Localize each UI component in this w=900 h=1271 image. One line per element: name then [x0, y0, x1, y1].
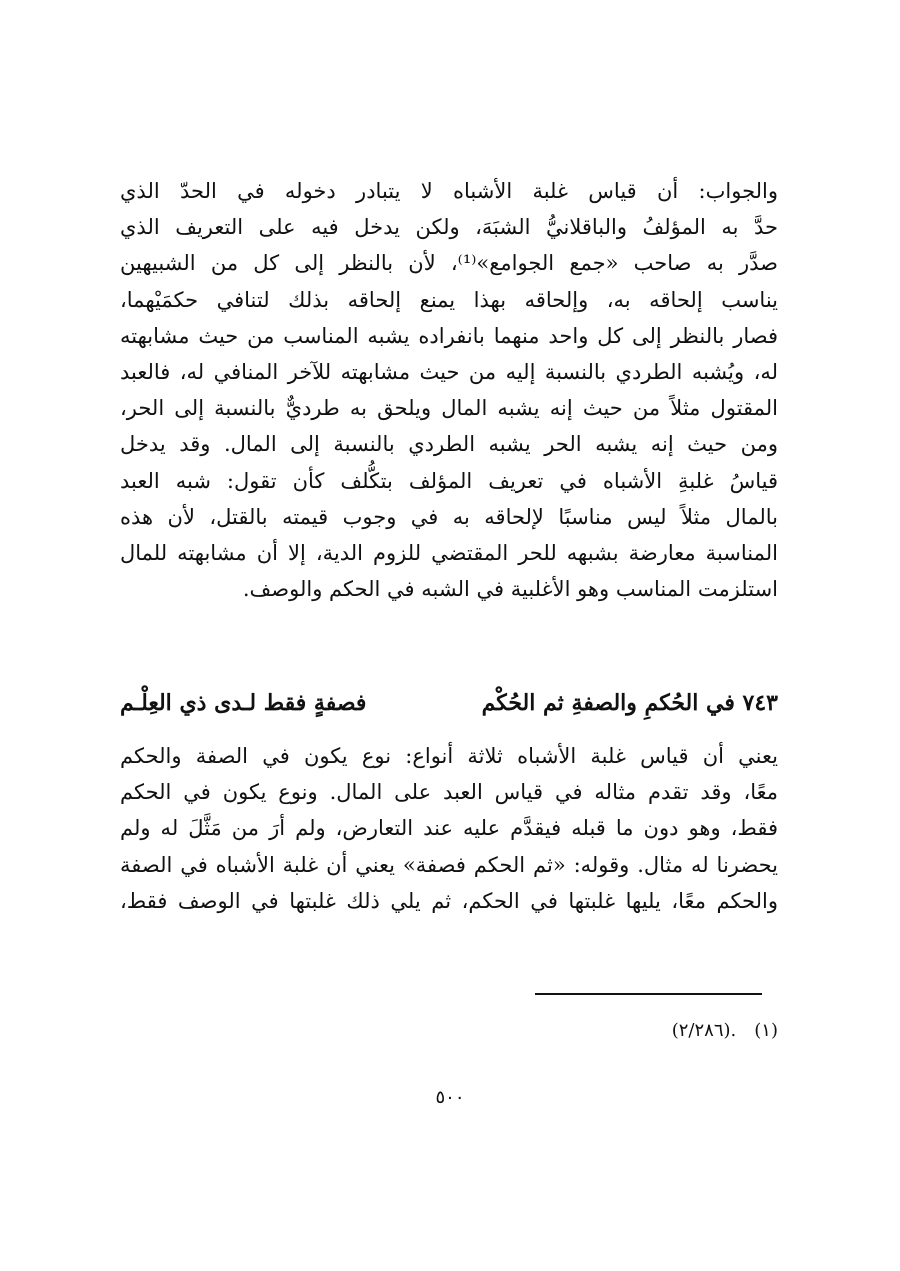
text-line: حدَّ به المؤلفُ والباقلانيُّ الشبَهَ، ولكن يدخل فيه على التعريف الذي [120, 215, 778, 240]
text-line: يحضرنا له مثال. وقوله: «ثم الحكم فصفة» يعني أن غلبة الأشباه في الصفة [120, 852, 778, 877]
text-line: والجواب: أن قياس غلبة الأشباه لا يتبادر دخوله في الحدّ الذي [120, 179, 778, 203]
text-line: فصار بالنظر إلى كل واحد منهما بانفراده يشبه المناسب من حيث مشابهته [120, 323, 778, 348]
footnote-text: (٢/٢٨٦). [671, 1020, 737, 1041]
text-line: قياسُ غلبةِ الأشباه في تعريف المؤلف بتكُّلف كأن تقول: شبه العبد [120, 468, 778, 493]
paragraph-commentary [120, 173, 778, 607]
text-line: والحكم معًا، يليها غلبتها في الحكم، ثم يلي ذلك غلبتها في الوصف فقط، [120, 888, 778, 913]
verse-second-hemistich: فصفةٍ فقط لـدى ذي العِلْـم [120, 690, 367, 716]
text-line: له، ويُشبه الطردي بالنسبة إليه من حيث مشابهته للآخر المنافي له، فالعبد [120, 359, 778, 384]
text-line: استلزمت المناسب وهو الأغلبية في الشبه في الحكم والوصف. [242, 577, 778, 602]
text-line: المناسبة معارضة بشبهه للحر المقتضي للزوم الدية، إلا أن مشابهته للمال [120, 540, 778, 565]
paragraph-explanation [120, 738, 778, 919]
text-line: المقتول مثلاً من حيث إنه يشبه المال ويلحق به طرديٌّ بالنسبة إلى الحر، [120, 396, 778, 421]
text-line: بالمال مثلاً ليس مناسبًا لإلحاقه به في وجوب قيمته بالقتل، لأن هذه [120, 504, 778, 529]
footnote [672, 1020, 778, 1041]
text-line: يناسب إلحاقه به، وإلحاقه بهذا يمنع إلحاقه بذلك لتنافي حكمَيْهما، [120, 287, 778, 312]
footnote-divider [535, 993, 762, 995]
text-line: يعني أن قياس غلبة الأشباه ثلاثة أنواع: نوع يكون في الصفة والحكم [120, 744, 778, 768]
text-line: فقط، وهو دون ما قبله فيقدَّم عليه عند التعارض، ولم أرَ من مَثَّلَ له ولم [120, 816, 778, 841]
text-line: معًا، وقد تقدم مثاله في قياس العبد على المال. ونوع يكون في الحكم [120, 780, 778, 805]
text-line: صدَّر به صاحب «جمع الجوامع»⁽¹⁾، لأن بالنظر إلى كل من الشبيهين [120, 251, 778, 276]
verse-first-hemistich: ٧٤٣ في الحُكمِ والصفةِ ثم الحُكْم [481, 690, 778, 716]
text-line: ومن حيث إنه يشبه الحر يشبه الطردي بالنسبة إلى المال. وقد يدخل [120, 432, 778, 457]
footnote-marker: (١) [754, 1020, 778, 1041]
page-number: ٥٠٠ [435, 1087, 465, 1108]
verse-line [120, 683, 778, 723]
